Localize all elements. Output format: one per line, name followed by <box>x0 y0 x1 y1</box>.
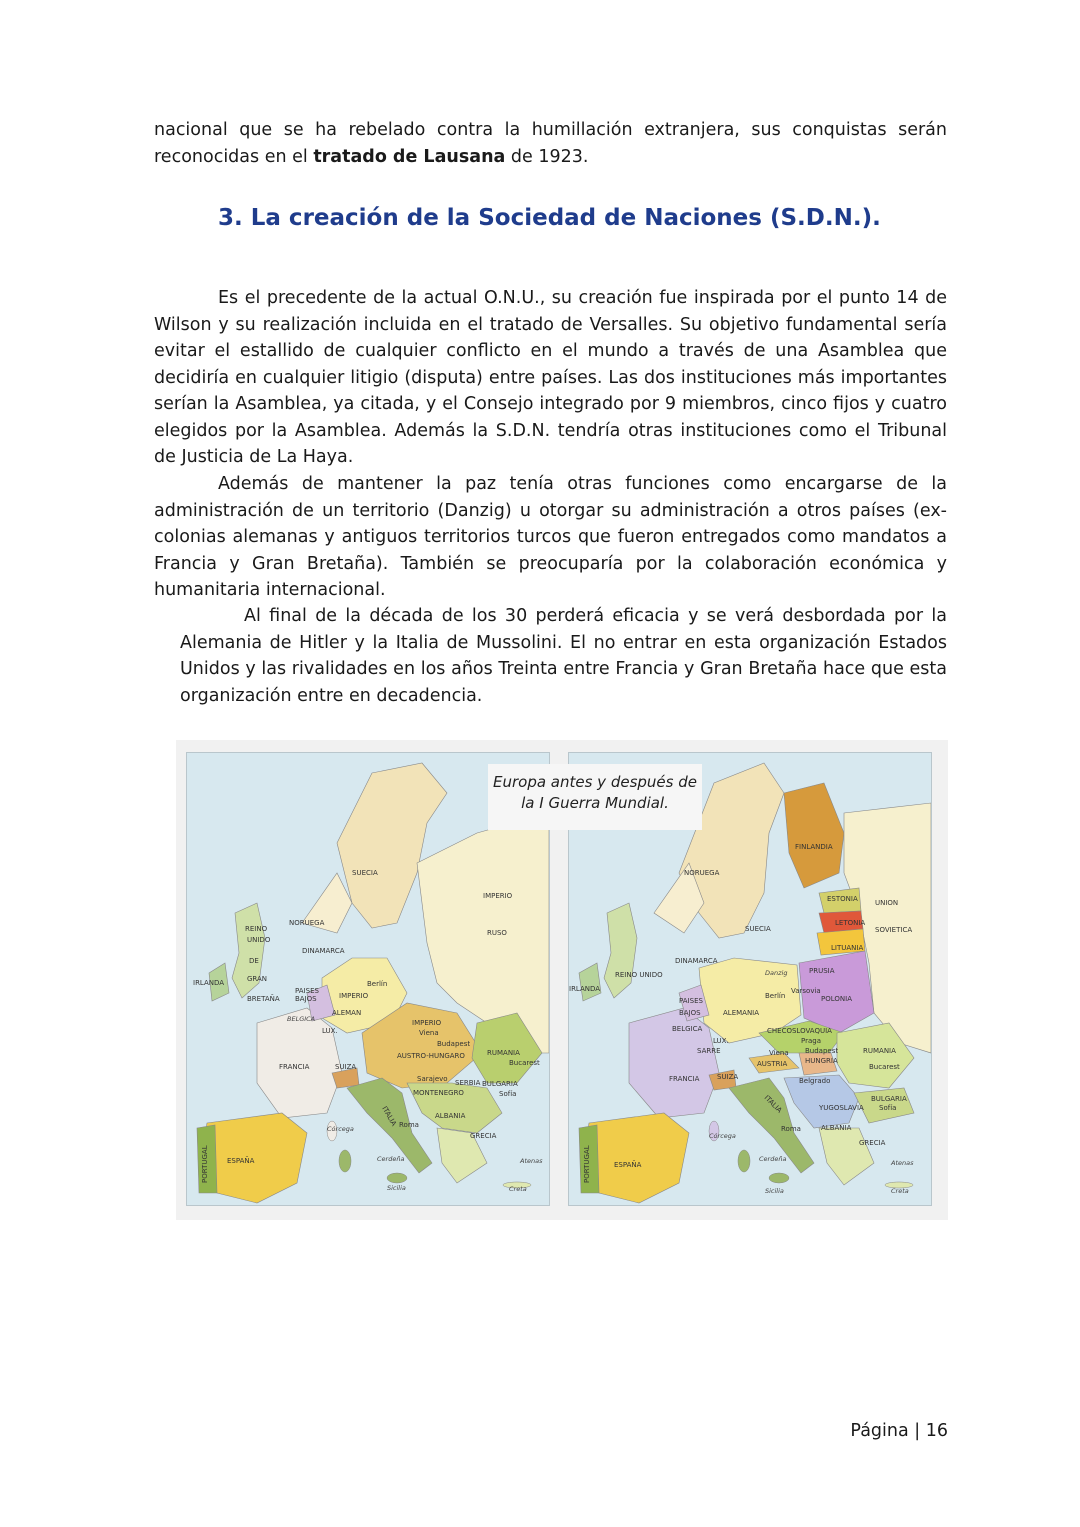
label-belgica: BELGICA <box>672 1025 703 1033</box>
page-number: Página | 16 <box>850 1421 948 1441</box>
label-italia: ITALIA <box>380 1105 398 1128</box>
label-bajos: BAJOS <box>295 995 317 1003</box>
paragraph-1: Es el precedente de la actual O.N.U., su creación fue inspirada por el punto 14 de Wilson y su realización incluida en el tratado de Versalles. Su objetivo fundamental sería evitar el estallido de cualquier conflicto en el mundo a través de una Asamblea que decidiría en cualquier litigio (disputa) entre países. Las dos instituciones más importantes serían la Asamblea, ya citada, y el Consejo integrado por 9 miembros, cinco fijos y cuatro elegidos por la Asamblea. Además la S.D.N. tendría otras instituciones como el Tribunal de Justicia de La Haya. <box>154 288 947 467</box>
label-belgica: BELGICA <box>287 1015 316 1023</box>
label-sofia: Sofía <box>879 1104 897 1112</box>
label-de: DE <box>249 957 259 965</box>
label-atenas: Atenas <box>520 1157 543 1165</box>
label-lux: LUX. <box>322 1027 338 1035</box>
label-sarajevo: Sarajevo <box>417 1075 448 1083</box>
region-britain <box>232 903 268 998</box>
label-hungria: HUNGRIA <box>805 1057 838 1065</box>
caption-line-2: la I Guerra Mundial. <box>521 794 669 812</box>
label-bucarest: Bucarest <box>509 1059 540 1067</box>
label-suecia: SUECIA <box>745 925 771 933</box>
caption-line-1: Europa antes y después de <box>492 773 697 791</box>
label-corcega: Córcega <box>709 1132 736 1140</box>
label-noruega: NORUEGA <box>289 919 325 927</box>
label-espana: ESPAÑA <box>227 1157 255 1165</box>
label-suiza: SUIZA <box>335 1063 357 1071</box>
label-grecia: GRECIA <box>859 1139 886 1147</box>
label-irlanda: IRLANDA <box>193 979 225 987</box>
label-noruega: NORUEGA <box>684 869 720 877</box>
label-serbia: SERBIA <box>455 1079 481 1087</box>
label-montenegro: MONTENEGRO <box>413 1089 464 1097</box>
label-dinamarca: DINAMARCA <box>675 957 718 965</box>
label-finlandia: FINLANDIA <box>795 843 833 851</box>
label-imperio-aleman-1: IMPERIO <box>339 992 369 1000</box>
label-atenas: Atenas <box>891 1159 914 1167</box>
label-rumania: RUMANIA <box>863 1047 896 1055</box>
label-paises: PAISES <box>679 997 703 1005</box>
label-albania: ALBANIA <box>435 1112 466 1120</box>
label-creta: Creta <box>891 1187 909 1195</box>
label-grecia: GRECIA <box>470 1132 497 1140</box>
label-imperio-ah-1: IMPERIO <box>412 1019 442 1027</box>
label-checoslovaquia: CHECOSLOVAQUIA <box>767 1027 832 1035</box>
label-union: UNION <box>875 899 899 907</box>
label-dinamarca: DINAMARCA <box>302 947 345 955</box>
intro-paragraph <box>154 117 947 170</box>
label-espana: ESPAÑA <box>614 1161 642 1169</box>
label-bucarest: Bucarest <box>869 1063 900 1071</box>
region-spain <box>202 1113 307 1203</box>
label-albania: ALBANIA <box>821 1124 852 1132</box>
label-italia: ITALIA <box>762 1093 784 1115</box>
intro-bold-text: tratado de Lausana <box>313 146 506 167</box>
label-prusia: PRUSIA <box>809 967 835 975</box>
label-cerdena: Cerdeña <box>759 1155 787 1163</box>
label-unido: UNIDO <box>247 936 271 944</box>
label-viena: Viena <box>419 1029 439 1037</box>
paragraph-3: Al final de la década de los 30 perderá eficacia y se verá desbordada por la Alemania de Hitler y la Italia de Mussolini. El no entrar en esta organización Estados Unidos y las rivalidades en los años Treinta entre Francia y Gran Bretaña hace que esta organización entre en decadencia. <box>180 606 947 706</box>
label-imperio-ruso-1: IMPERIO <box>483 892 513 900</box>
label-danzig: Danzig <box>765 969 788 977</box>
label-yugoslavia: YUGOSLAVIA <box>819 1104 864 1112</box>
paragraph-2: Además de mantener la paz tenía otras funciones como encargarse de la administración de un territorio (Danzig) u otorgar su administración a otros países (ex-colonias alemanas y antiguos territorios turcos que fueron entregados como mandatos a Francia y Gran Bretaña). También se preocuparía por la colaboración económica y humanitaria internacional. <box>154 474 947 600</box>
label-belgrado: Belgrado <box>799 1077 831 1085</box>
label-polonia: POLONIA <box>821 995 852 1003</box>
label-creta: Creta <box>509 1185 527 1193</box>
label-austria: AUSTRIA <box>757 1060 788 1068</box>
label-portugal: PORTUGAL <box>583 1145 591 1183</box>
label-budapest: Budapest <box>805 1047 839 1055</box>
label-lituania: LITUANIA <box>831 944 864 952</box>
section-heading: 3. La creación de la Sociedad de Naciones (S.D.N.). <box>218 205 881 231</box>
label-bretana: BRETAÑA <box>247 995 280 1003</box>
label-lux: LUX. <box>713 1037 729 1045</box>
label-alemania: ALEMANIA <box>723 1009 760 1017</box>
label-reino: REINO <box>245 925 268 933</box>
label-sicilia: Sicilia <box>765 1187 784 1195</box>
label-gran: GRAN <box>247 975 268 983</box>
label-irlanda: IRLANDA <box>569 985 601 993</box>
label-letonia: LETONIA <box>835 919 866 927</box>
label-reino-unido: REINO UNIDO <box>615 971 663 979</box>
label-rumania: RUMANIA <box>487 1049 520 1057</box>
intro-tail-text: de 1923. <box>505 146 589 167</box>
label-francia: FRANCIA <box>279 1063 310 1071</box>
label-estonia: ESTONIA <box>827 895 858 903</box>
label-sofia: Sofía <box>499 1090 517 1098</box>
label-paises: PAISES <box>295 987 319 995</box>
label-corcega: Córcega <box>327 1125 354 1133</box>
label-berlin: Berlín <box>765 992 786 1000</box>
label-berlin: Berlín <box>367 980 388 988</box>
label-portugal: PORTUGAL <box>201 1145 209 1183</box>
label-varsovia: Varsovia <box>791 987 821 995</box>
label-suecia: SUECIA <box>352 869 378 877</box>
label-imperio-aleman-2: ALEMAN <box>332 1009 362 1017</box>
label-sarre: SARRE <box>697 1047 721 1055</box>
label-cerdena: Cerdeña <box>377 1155 405 1163</box>
label-viena: Viena <box>769 1049 789 1057</box>
label-roma: Roma <box>399 1121 419 1129</box>
label-suiza: SUIZA <box>717 1073 739 1081</box>
label-imperio-ruso-2: RUSO <box>487 929 507 937</box>
label-roma: Roma <box>781 1125 801 1133</box>
label-sovietica: SOVIETICA <box>875 926 913 934</box>
label-francia: FRANCIA <box>669 1075 700 1083</box>
label-praga: Praga <box>801 1037 821 1045</box>
figure-caption <box>488 764 702 830</box>
intro-text: nacional que se ha rebelado contra la humillación extranjera, sus conquistas serán reconocidas en el <box>154 120 947 167</box>
label-bulgaria: BULGARIA <box>871 1095 907 1103</box>
label-austro-hungaro: AUSTRO-HUNGARO <box>397 1052 465 1060</box>
label-budapest: Budapest <box>437 1040 471 1048</box>
label-sicilia: Sicilia <box>387 1184 406 1192</box>
europe-maps-figure <box>176 740 948 1220</box>
label-bajos: BAJOS <box>679 1009 701 1017</box>
label-bulgaria: BULGARIA <box>482 1080 518 1088</box>
